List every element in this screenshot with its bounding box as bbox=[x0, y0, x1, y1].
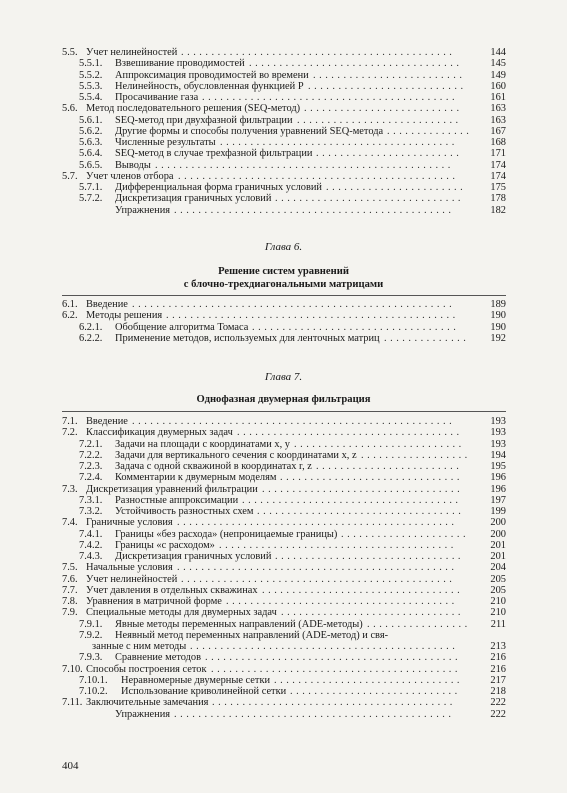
toc-entry-page: 175 bbox=[490, 182, 506, 193]
toc-leader-dots: ............................ bbox=[290, 686, 461, 697]
chapter6-label: Глава 6. bbox=[264, 241, 303, 253]
toc-leader-dots: ....................................... bbox=[220, 137, 458, 148]
toc-block-chapter7 bbox=[62, 416, 506, 720]
toc-entry-number: 7.10.2. bbox=[79, 686, 108, 697]
toc-entry-page: 200 bbox=[490, 528, 506, 540]
toc-entry-number: 7.2. bbox=[62, 427, 78, 439]
toc-entry bbox=[62, 664, 506, 675]
toc-leader-dots: .................. bbox=[361, 449, 471, 461]
toc-entry-page: 210 bbox=[490, 607, 506, 619]
toc-entry-page: 193 bbox=[490, 416, 506, 427]
toc-entry-title: Дискретизация уравнений фильтрации bbox=[86, 483, 258, 495]
toc-entry-title: Учет членов отбора bbox=[86, 170, 174, 182]
toc-entry-number: 7.1. bbox=[62, 416, 78, 427]
toc-entry bbox=[62, 619, 506, 630]
toc-entry bbox=[62, 574, 506, 585]
toc-entry-page: 218 bbox=[490, 686, 506, 697]
toc-entry bbox=[62, 709, 506, 720]
toc-entry-number: 7.3. bbox=[62, 483, 78, 495]
toc-leader-dots: .............................................. bbox=[177, 517, 458, 529]
toc-leader-dots: ............................................ bbox=[190, 641, 459, 652]
toc-entry-title: Разностные аппроксимации bbox=[115, 494, 239, 506]
toc-entry-page: 190 bbox=[490, 321, 506, 333]
toc-entry-title: Упражнения bbox=[115, 204, 171, 216]
toc-leader-dots: .............................. bbox=[281, 607, 464, 619]
toc-entry-page: 144 bbox=[490, 47, 506, 58]
toc-leader-dots: .......................................... bbox=[202, 92, 459, 103]
toc-entry-number: 7.10. bbox=[62, 663, 83, 675]
toc-leader-dots: ......................................... bbox=[211, 663, 462, 675]
toc-entry-page: 174 bbox=[490, 159, 506, 171]
toc-entry-page: 211 bbox=[490, 618, 506, 630]
toc-entry bbox=[62, 47, 506, 58]
toc-entry-title: Неравномерные двумерные сетки bbox=[121, 674, 271, 686]
toc-entry bbox=[62, 182, 506, 193]
toc-entry bbox=[62, 495, 506, 506]
toc-entry bbox=[62, 540, 506, 551]
toc-entry bbox=[62, 137, 506, 148]
toc-entry bbox=[62, 652, 506, 663]
toc-entry bbox=[62, 450, 506, 461]
toc-entry-title: Задачи на площади с координатами x, y bbox=[115, 438, 290, 450]
toc-entry-number: 7.4.1. bbox=[79, 528, 103, 540]
toc-entry-page: 213 bbox=[490, 641, 506, 652]
toc-leader-dots: .......................................... bbox=[205, 652, 462, 664]
toc-entry-title: Устойчивость разностных схем bbox=[115, 506, 254, 517]
toc-entry-title: Аппроксимация проводимостей во времени bbox=[115, 69, 309, 81]
toc-entry bbox=[62, 171, 506, 182]
toc-entry-number: 7.2.1. bbox=[79, 438, 103, 450]
toc-entry bbox=[62, 472, 506, 483]
toc-entry-title: SEQ-метод при двухфазной фильтрации bbox=[115, 114, 293, 126]
toc-leader-dots: ..................................... bbox=[237, 427, 463, 439]
toc-entry-title: Введение bbox=[86, 299, 128, 310]
toc-leader-dots: ................................. bbox=[262, 584, 464, 596]
toc-leader-dots: ........................... bbox=[297, 114, 462, 126]
toc-entry-title: Начальные условия bbox=[86, 562, 173, 574]
toc-entry bbox=[62, 333, 506, 344]
toc-leader-dots: ..................... bbox=[341, 528, 470, 540]
toc-entry-page: 222 bbox=[490, 708, 506, 720]
toc-entry-page: 145 bbox=[490, 58, 506, 70]
toc-entry-title: Дифференциальная форма граничных условий bbox=[115, 182, 322, 193]
chapter7-title: Однофазная двумерная фильтрация bbox=[196, 394, 371, 405]
toc-entry bbox=[62, 641, 506, 652]
toc-leader-dots: ....................................... bbox=[219, 539, 457, 551]
toc-entry-page: 171 bbox=[490, 148, 506, 160]
toc-entry-number: 5.7.2. bbox=[79, 193, 103, 205]
toc-entry-number: 5.5.2. bbox=[79, 69, 103, 81]
toc-leader-dots: ............................................. bbox=[181, 47, 456, 58]
toc-entry-page: 216 bbox=[490, 652, 506, 664]
toc-entry-page: 194 bbox=[490, 449, 506, 461]
toc-entry bbox=[62, 607, 506, 618]
toc-entry-number: 5.6. bbox=[62, 103, 78, 115]
toc-leader-dots: ................................................. bbox=[155, 159, 454, 171]
toc-leader-dots: .............. bbox=[387, 125, 473, 137]
toc-entry bbox=[62, 517, 506, 528]
toc-entry-title: занные с ним методы bbox=[92, 641, 187, 652]
toc-entry-title: Нелинейность, обусловленная функцией P bbox=[115, 80, 304, 92]
toc-entry-title: Учет нелинейностей bbox=[86, 573, 178, 585]
chapter6-title-line2: с блочно-трехдиагональными матрицами bbox=[183, 279, 384, 290]
toc-entry-page: 205 bbox=[490, 584, 506, 596]
toc-entry-page: 200 bbox=[490, 517, 506, 529]
toc-leader-dots: .................................. bbox=[252, 321, 460, 333]
toc-entry-page: 205 bbox=[490, 573, 506, 585]
toc-entry-page: 160 bbox=[490, 80, 506, 92]
toc-entry-number: 5.5. bbox=[62, 47, 78, 58]
toc-entry-title: Неявный метод переменных направлений (ADE-метод) и свя- bbox=[115, 629, 389, 641]
toc-leader-dots: ............................... bbox=[275, 193, 465, 205]
toc-leader-dots: ........................................ bbox=[212, 697, 456, 709]
toc-entry-title: Явные методы переменных направлений (ADE-методы) bbox=[115, 618, 363, 630]
toc-entry-number: 6.1. bbox=[62, 299, 78, 310]
toc-entry-page: 199 bbox=[490, 506, 506, 517]
toc-leader-dots: ..................................................... bbox=[132, 299, 456, 310]
toc-entry bbox=[62, 585, 506, 596]
toc-entry bbox=[62, 81, 506, 92]
toc-entry-number: 7.9. bbox=[62, 607, 78, 619]
toc-entry-title: Численные результаты bbox=[115, 137, 216, 148]
toc-leader-dots: ................................... bbox=[249, 58, 463, 70]
toc-entry bbox=[62, 529, 506, 540]
toc-entry-number: 7.9.2. bbox=[79, 629, 103, 641]
toc-leader-dots: ........................ bbox=[316, 461, 463, 472]
toc-entry-number: 5.6.1. bbox=[79, 114, 103, 126]
toc-entry-title: Учет нелинейностей bbox=[86, 47, 178, 58]
toc-entry bbox=[62, 484, 506, 495]
toc-entry-title: Граничные условия bbox=[86, 517, 173, 529]
toc-entry-number: 7.11. bbox=[62, 697, 83, 709]
toc-entry-number: 7.4.2. bbox=[79, 539, 103, 551]
toc-entry-page: 196 bbox=[490, 472, 506, 484]
toc-entry-number: 7.2.3. bbox=[79, 461, 103, 472]
toc-leader-dots: .................................. bbox=[257, 506, 465, 517]
toc-entry-page: 195 bbox=[490, 461, 506, 472]
chapter6-title-line1: Решение систем уравнений bbox=[218, 266, 349, 277]
toc-entry-title: Другие формы и способы получения уравнений SEQ-метода bbox=[115, 125, 384, 137]
toc-entry-title: Комментарии к двумерным моделям bbox=[115, 472, 277, 484]
toc-leader-dots: ............................... bbox=[274, 674, 464, 686]
toc-entry-title: Учет давления в отдельных скважинах bbox=[86, 584, 258, 596]
toc-entry-page: 201 bbox=[490, 539, 506, 551]
toc-entry-title: Выводы bbox=[115, 159, 151, 171]
toc-entry-title: Уравнения в матричной форме bbox=[86, 596, 222, 607]
toc-entry bbox=[62, 92, 506, 103]
toc-leader-dots: .............................................. bbox=[177, 562, 458, 574]
toc-entry-page: 196 bbox=[490, 483, 506, 495]
toc-entry bbox=[62, 160, 506, 171]
toc-leader-dots: .............................. bbox=[280, 472, 463, 484]
toc-entry bbox=[62, 205, 506, 216]
toc-leader-dots: ......................... bbox=[313, 69, 466, 81]
toc-entry-page: 193 bbox=[490, 438, 506, 450]
toc-entry-page: 149 bbox=[490, 69, 506, 81]
toc-entry bbox=[62, 461, 506, 472]
toc-entry-number: 5.7.1. bbox=[79, 182, 103, 193]
toc-entry-title: Границы «без расхода» (непроницаемые границы) bbox=[115, 528, 338, 540]
toc-entry-page: 168 bbox=[490, 137, 506, 148]
toc-leader-dots: .............................................. bbox=[178, 170, 459, 182]
toc-entry bbox=[62, 675, 506, 686]
toc-entry-number: 5.6.4. bbox=[79, 148, 103, 160]
toc-entry-title: Границы «с расходом» bbox=[115, 539, 215, 551]
toc-leader-dots: .............................................. bbox=[174, 204, 455, 216]
toc-entry-page: 167 bbox=[490, 125, 506, 137]
toc-entry-title: Обобщение алгоритма Томаса bbox=[115, 321, 249, 333]
toc-entry-page: 201 bbox=[490, 551, 506, 562]
toc-entry-number: 7.2.2. bbox=[79, 449, 103, 461]
toc-entry-number: 5.6.3. bbox=[79, 137, 103, 148]
toc-entry-title: Дискретизация граничных условий bbox=[115, 551, 272, 562]
toc-entry-title: Задачи для вертикального сечения с координатами x, z bbox=[115, 449, 357, 461]
toc-entry bbox=[62, 115, 506, 126]
toc-entry-number: 7.2.4. bbox=[79, 472, 103, 484]
toc-entry-title: Введение bbox=[86, 416, 128, 427]
toc-entry-page: 192 bbox=[490, 332, 506, 344]
toc-entry bbox=[62, 630, 506, 641]
toc-entry bbox=[62, 299, 506, 310]
toc-entry-title: Специальные методы для двумерных задач bbox=[86, 607, 277, 619]
toc-entry-number: 6.2.2. bbox=[79, 332, 103, 344]
toc-entry-title: Сравнение методов bbox=[115, 652, 202, 664]
toc-entry bbox=[62, 686, 506, 697]
toc-entry bbox=[62, 439, 506, 450]
toc-entry bbox=[62, 562, 506, 573]
toc-leader-dots: ............................................. bbox=[181, 573, 456, 585]
chapter7-rule bbox=[62, 411, 506, 412]
toc-leader-dots: ....................... bbox=[326, 182, 467, 193]
toc-entry bbox=[62, 193, 506, 204]
toc-entry-number: 5.5.3. bbox=[79, 80, 103, 92]
toc-entry-title: Классификация двумерных задач bbox=[86, 427, 233, 439]
toc-entry-page: 182 bbox=[490, 204, 506, 216]
toc-entry-title: Взвешивание проводимостей bbox=[115, 58, 245, 70]
toc-entry-page: 174 bbox=[490, 170, 506, 182]
toc-entry bbox=[62, 70, 506, 81]
toc-entry-number: 6.2.1. bbox=[79, 321, 103, 333]
toc-leader-dots: ................................. bbox=[262, 483, 464, 495]
toc-entry-number: 7.10.1. bbox=[79, 674, 108, 686]
toc-entry-number: 5.7. bbox=[62, 170, 78, 182]
toc-entry-page: 210 bbox=[490, 596, 506, 607]
toc-entry-title: Метод последовательного решения (SEQ-метод) bbox=[86, 103, 301, 115]
toc-entry bbox=[62, 322, 506, 333]
toc-leader-dots: ................. bbox=[367, 618, 471, 630]
toc-entry-page: 222 bbox=[490, 697, 506, 709]
toc-entry-number: 7.5. bbox=[62, 562, 78, 574]
toc-entry-number: 7.3.1. bbox=[79, 494, 103, 506]
toc-leader-dots: .......................... bbox=[304, 103, 463, 115]
toc-entry-title: SEQ-метод в случае трехфазной фильтрации bbox=[115, 148, 313, 160]
toc-entry bbox=[62, 103, 506, 114]
toc-entry bbox=[62, 310, 506, 321]
toc-entry-number: 7.7. bbox=[62, 584, 78, 596]
toc-entry-page: 178 bbox=[490, 193, 506, 205]
toc-entry-number: 5.5.1. bbox=[79, 58, 103, 70]
toc-entry-number: 7.4. bbox=[62, 517, 78, 529]
chapter6-rule bbox=[62, 295, 506, 296]
toc-entry-title: Использование криволинейной сетки bbox=[121, 686, 287, 697]
toc-leader-dots: ................................................ bbox=[166, 310, 459, 322]
toc-block-chapter5 bbox=[62, 47, 506, 216]
toc-entry bbox=[62, 697, 506, 708]
toc-entry-page: 190 bbox=[490, 310, 506, 322]
toc-entry bbox=[62, 416, 506, 427]
toc-entry-number: 7.4.3. bbox=[79, 551, 103, 562]
toc-leader-dots: ...................................... bbox=[226, 596, 458, 607]
toc-entry-number: 7.3.2. bbox=[79, 506, 103, 517]
toc-leader-dots: ..................................................... bbox=[132, 416, 456, 427]
toc-entry-page: 217 bbox=[490, 674, 506, 686]
toc-leader-dots: .............. bbox=[384, 332, 470, 344]
toc-leader-dots: ........................ bbox=[316, 148, 463, 160]
toc-entry-title: Способы построения сеток bbox=[86, 663, 207, 675]
toc-entry-title: Просачивание газа bbox=[115, 92, 199, 103]
chapter7-label: Глава 7. bbox=[264, 371, 303, 383]
toc-entry-title: Методы решения bbox=[86, 310, 163, 322]
toc-entry bbox=[62, 427, 506, 438]
toc-entry-number: 6.2. bbox=[62, 310, 78, 322]
toc-entry bbox=[62, 58, 506, 69]
page-number: 404 bbox=[62, 760, 79, 772]
toc-leader-dots: .............................................. bbox=[174, 708, 455, 720]
toc-entry-number: 7.9.3. bbox=[79, 652, 103, 664]
toc-entry-page: 193 bbox=[490, 427, 506, 439]
toc-entry-page: 189 bbox=[490, 299, 506, 310]
toc-entry-page: 197 bbox=[490, 494, 506, 506]
toc-leader-dots: .................................... bbox=[242, 494, 462, 506]
toc-leader-dots: ............................... bbox=[275, 551, 465, 562]
toc-entry-number: 7.6. bbox=[62, 573, 78, 585]
toc-entry-title: Упражнения bbox=[115, 708, 171, 720]
toc-entry bbox=[62, 506, 506, 517]
toc-entry-number: 5.5.4. bbox=[79, 92, 103, 103]
toc-entry-title: Заключительные замечания bbox=[86, 697, 209, 709]
toc-leader-dots: .......................... bbox=[308, 80, 467, 92]
toc-entry-number: 7.8. bbox=[62, 596, 78, 607]
toc-entry bbox=[62, 148, 506, 159]
toc-entry-number: 7.9.1. bbox=[79, 618, 103, 630]
toc-entry-page: 161 bbox=[490, 92, 506, 103]
toc-entry-page: 204 bbox=[490, 562, 506, 574]
toc-entry-page: 163 bbox=[490, 103, 506, 115]
toc-entry-page: 216 bbox=[490, 663, 506, 675]
toc-entry-title: Дискретизация граничных условий bbox=[115, 193, 272, 205]
toc-entry bbox=[62, 126, 506, 137]
toc-entry-number: 5.6.2. bbox=[79, 125, 103, 137]
toc-entry-page: 163 bbox=[490, 114, 506, 126]
toc-entry bbox=[62, 596, 506, 607]
toc-leader-dots: ............................ bbox=[294, 438, 465, 450]
toc-entry bbox=[62, 551, 506, 562]
toc-entry-title: Задача с одной скважиной в координатах r, z bbox=[115, 461, 312, 472]
toc-entry-title: Применение методов, используемых для ленточных матриц bbox=[115, 332, 380, 344]
toc-entry-number: 5.6.5. bbox=[79, 159, 103, 171]
toc-block-chapter6 bbox=[62, 299, 506, 344]
